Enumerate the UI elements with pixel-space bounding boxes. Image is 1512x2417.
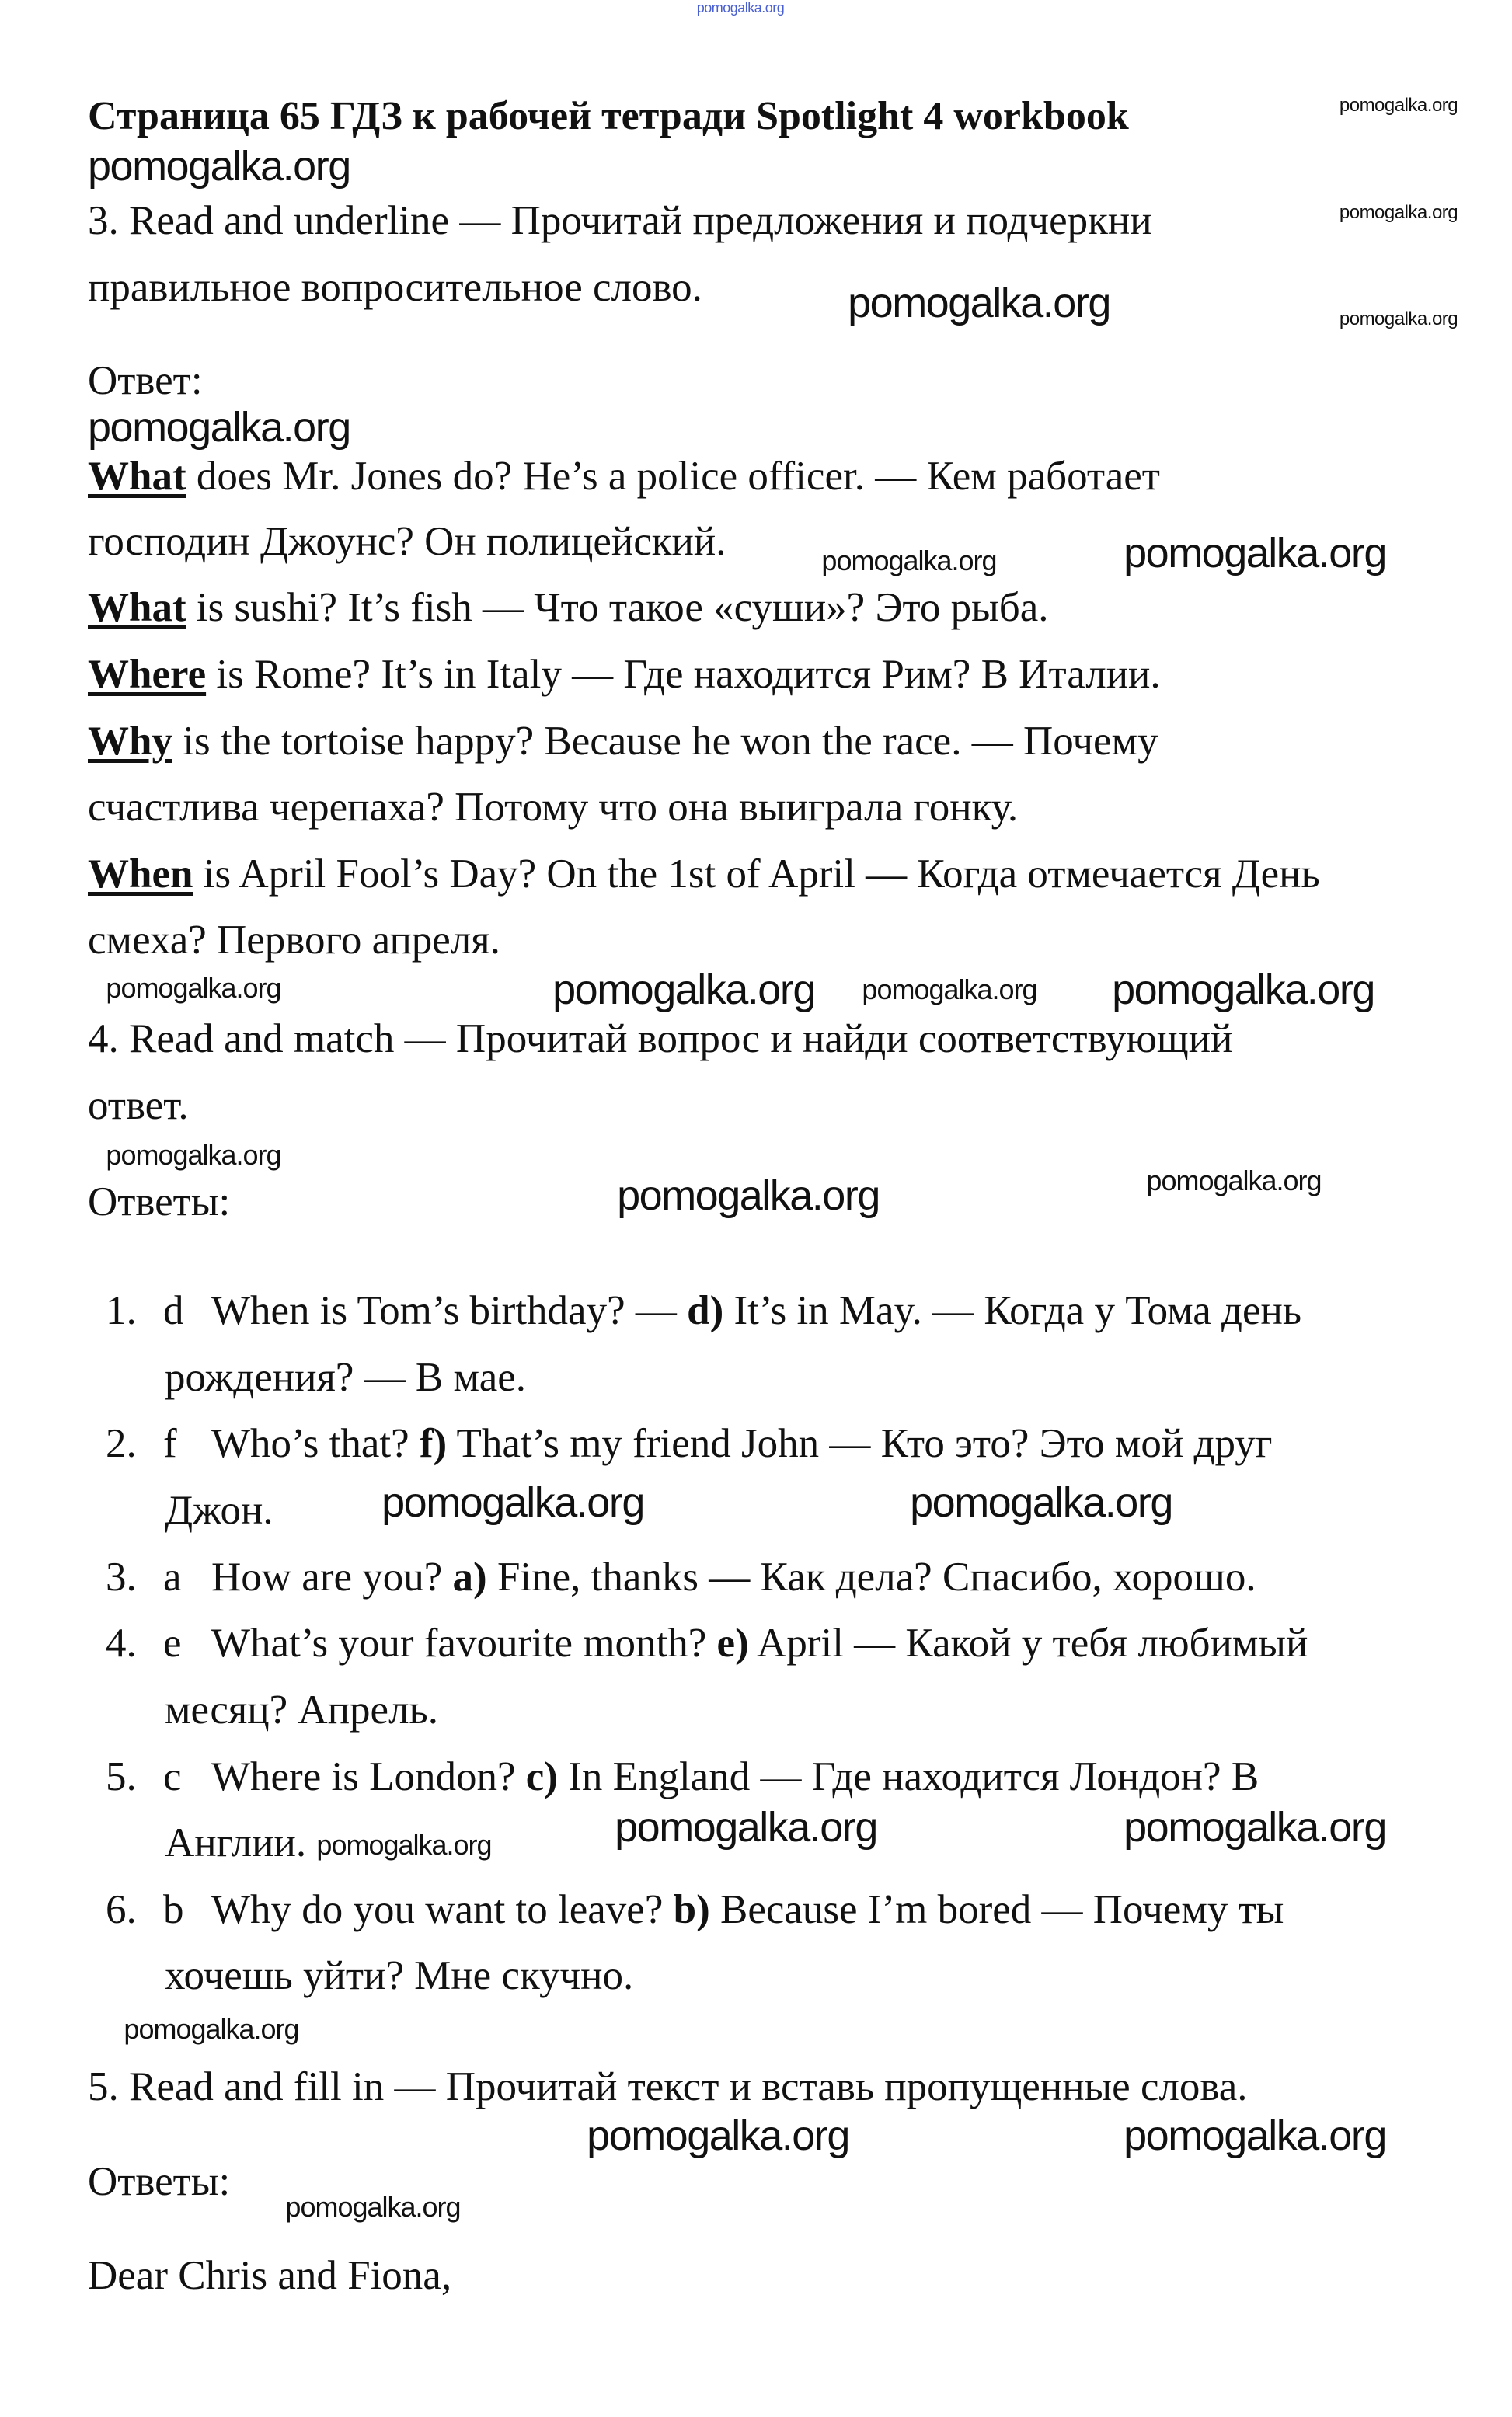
item-number: 4. — [106, 1621, 137, 1666]
watermark: pomogalka.org — [1124, 2112, 1386, 2159]
watermark: pomogalka.org — [862, 973, 1037, 1005]
item-number: 6. — [106, 1887, 137, 1932]
list-item-cont: Англии. — [165, 1820, 307, 1865]
ex3-line-cont: господин Джоунс? Он полицейский. — [88, 519, 726, 564]
item-letter: a — [163, 1555, 182, 1600]
item-question: When is Tom’s birthday? — — [211, 1288, 688, 1333]
item-letter: d — [163, 1288, 184, 1333]
item-question: What’s your favourite month? — [211, 1621, 717, 1666]
ex3-heading: 3. Read and underline — Прочитай предложения и подчеркни — [88, 198, 1152, 243]
item-answer: Fine, thanks — Как дела? Спасибо, хорошо. — [486, 1555, 1256, 1600]
watermark: pomogalka.org — [821, 545, 997, 576]
watermark: pomogalka.org — [1339, 308, 1458, 329]
item-question: Why do you want to leave? — [211, 1887, 674, 1932]
item-question: Where is London? — [211, 1754, 526, 1799]
watermark: pomogalka.org — [848, 280, 1110, 326]
list-item — [106, 1754, 1259, 1800]
item-key: e) — [716, 1621, 749, 1666]
item-key: c) — [525, 1754, 558, 1799]
ex3-line — [88, 718, 1158, 764]
sentence: is April Fool’s Day? On the 1st of April — Когда отмечается День — [193, 852, 1320, 897]
item-number: 1. — [106, 1288, 137, 1333]
watermark: pomogalka.org — [106, 1139, 281, 1171]
list-item-cont: месяц? Апрель. — [165, 1687, 438, 1733]
item-answer: That’s my friend John — Кто это? Это мой друг — [447, 1421, 1273, 1466]
item-key: b) — [673, 1887, 710, 1932]
list-item — [106, 1287, 1301, 1334]
list-item-cont: Джон. — [165, 1488, 273, 1533]
page-title: Страница 65 ГДЗ к рабочей тетради Spotlight 4 workbook — [88, 94, 1129, 138]
list-item — [106, 1620, 1308, 1666]
question-word: Where — [88, 652, 207, 697]
watermark: pomogalka.org — [552, 966, 815, 1013]
ex4-heading-cont: ответ. — [88, 1083, 189, 1128]
item-answer: April — Какой у тебя любимый — [748, 1621, 1308, 1666]
item-answer: Because I’m bored — Почему ты — [709, 1887, 1284, 1932]
watermark: pomogalka.org — [696, 0, 785, 16]
ex3-line-cont: счастлива черепаха? Потому что она выиграла гонку. — [88, 785, 1019, 830]
list-item — [106, 1420, 1273, 1467]
list-item-cont: рождения? — В мае. — [165, 1355, 526, 1400]
list-item-cont: хочешь уйти? Мне скучно. — [165, 1953, 634, 1998]
watermark: pomogalka.org — [1112, 966, 1374, 1013]
watermark: pomogalka.org — [1146, 1165, 1322, 1196]
ex3-line — [88, 651, 1161, 698]
ex3-line — [88, 453, 1160, 500]
item-question: How are you? — [211, 1555, 453, 1600]
watermark: pomogalka.org — [615, 1804, 877, 1851]
item-letter: b — [163, 1887, 184, 1932]
question-word: Why — [88, 719, 172, 764]
ex3-heading-cont: правильное вопросительное слово. — [88, 265, 702, 310]
item-number: 2. — [106, 1421, 137, 1466]
question-word: When — [88, 852, 193, 897]
item-key: d) — [687, 1288, 724, 1333]
watermark: pomogalka.org — [1124, 1804, 1386, 1851]
sentence: is Rome? It’s in Italy — Где находится Рим? В Италии. — [206, 652, 1161, 697]
item-key: a) — [452, 1555, 487, 1600]
sentence: does Mr. Jones do? He’s a police officer. — Кем работает — [186, 454, 1160, 499]
ex5-answer-label: Ответы: — [88, 2159, 231, 2204]
item-letter: c — [163, 1754, 182, 1799]
list-item — [106, 1554, 1256, 1600]
watermark: pomogalka.org — [124, 2013, 299, 2045]
watermark: pomogalka.org — [587, 2112, 849, 2159]
question-word: What — [88, 585, 186, 630]
ex4-answer-label: Ответы: — [88, 1179, 231, 1224]
question-word: What — [88, 454, 186, 499]
watermark: pomogalka.org — [1339, 95, 1458, 116]
watermark: pomogalka.org — [285, 2191, 461, 2223]
watermark: pomogalka.org — [316, 1829, 492, 1861]
watermark: pomogalka.org — [910, 1479, 1172, 1526]
sentence: is the tortoise happy? Because he won the race. — Почему — [172, 719, 1158, 764]
ex3-line — [88, 584, 1049, 631]
list-item — [106, 1886, 1284, 1933]
letter-greeting: Dear Chris and Fiona, — [88, 2253, 452, 2298]
ex5-heading: 5. Read and fill in — Прочитай текст и вставь пропущенные слова. — [88, 2064, 1248, 2109]
item-answer: It’s in May. — Когда у Тома день — [723, 1288, 1302, 1333]
watermark: pomogalka.org — [88, 143, 350, 190]
ex3-answer-label: Ответ: — [88, 358, 203, 403]
ex4-heading: 4. Read and match — Прочитай вопрос и найди соответствующий — [88, 1016, 1233, 1061]
item-number: 5. — [106, 1754, 137, 1799]
watermark: pomogalka.org — [1339, 202, 1458, 223]
watermark: pomogalka.org — [88, 404, 350, 451]
item-answer: In England — Где находится Лондон? В — [557, 1754, 1259, 1799]
item-number: 3. — [106, 1555, 137, 1600]
watermark: pomogalka.org — [106, 972, 281, 1004]
sentence: is sushi? It’s fish — Что такое «суши»? Это рыба. — [186, 585, 1049, 630]
watermark: pomogalka.org — [381, 1479, 644, 1526]
ex3-line — [88, 851, 1320, 897]
watermark: pomogalka.org — [1124, 530, 1386, 576]
watermark: pomogalka.org — [617, 1172, 880, 1219]
item-key: f) — [419, 1421, 448, 1466]
item-letter: e — [163, 1621, 182, 1666]
item-question: Who’s that? — [211, 1421, 420, 1466]
ex3-line-cont: смеха? Первого апреля. — [88, 918, 500, 963]
item-letter: f — [163, 1421, 177, 1466]
